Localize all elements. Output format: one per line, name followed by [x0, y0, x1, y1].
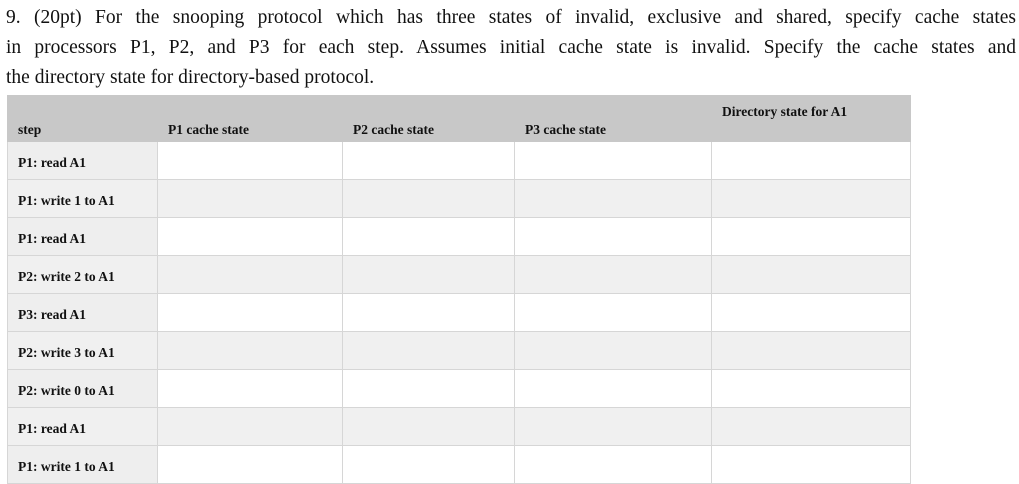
- step-cell: P3: read A1: [8, 294, 158, 332]
- header-step: step: [8, 96, 158, 142]
- header-p3-cache-state: P3 cache state: [515, 96, 712, 142]
- table-header-row: [8, 96, 911, 142]
- p1-cache-state-cell[interactable]: [158, 446, 343, 484]
- p3-cache-state-cell[interactable]: [515, 218, 712, 256]
- step-cell: P1: read A1: [8, 218, 158, 256]
- p2-cache-state-cell[interactable]: [343, 370, 515, 408]
- p3-cache-state-cell[interactable]: [515, 142, 712, 180]
- question-line-1: 9. (20pt) For the snooping protocol which has three states of invalid, exclusive and shared, specify cache states: [6, 7, 1016, 28]
- p2-cache-state-cell[interactable]: [343, 180, 515, 218]
- p3-cache-state-cell[interactable]: [515, 180, 712, 218]
- p3-cache-state-cell[interactable]: [515, 332, 712, 370]
- table-row: [8, 256, 911, 294]
- directory-state-cell[interactable]: [712, 256, 911, 294]
- table-row: [8, 370, 911, 408]
- p2-cache-state-cell[interactable]: [343, 256, 515, 294]
- directory-state-cell[interactable]: [712, 408, 911, 446]
- step-cell: P2: write 2 to A1: [8, 256, 158, 294]
- directory-state-cell[interactable]: [712, 180, 911, 218]
- directory-state-cell[interactable]: [712, 446, 911, 484]
- p1-cache-state-cell[interactable]: [158, 408, 343, 446]
- p3-cache-state-cell[interactable]: [515, 294, 712, 332]
- p2-cache-state-cell[interactable]: [343, 332, 515, 370]
- p1-cache-state-cell[interactable]: [158, 332, 343, 370]
- header-p2-cache-state: P2 cache state: [343, 96, 515, 142]
- p2-cache-state-cell[interactable]: [343, 218, 515, 256]
- header-p1-cache-state: P1 cache state: [158, 96, 343, 142]
- directory-state-cell[interactable]: [712, 218, 911, 256]
- header-directory-state: Directory state for A1: [712, 96, 911, 142]
- p1-cache-state-cell[interactable]: [158, 180, 343, 218]
- p1-cache-state-cell[interactable]: [158, 370, 343, 408]
- table-row: [8, 446, 911, 484]
- table-row: [8, 142, 911, 180]
- p1-cache-state-cell[interactable]: [158, 294, 343, 332]
- table-row: [8, 332, 911, 370]
- question-line-2: in processors P1, P2, and P3 for each step. Assumes initial cache state is invalid. Specify the cache states and: [6, 37, 1016, 58]
- p2-cache-state-cell[interactable]: [343, 408, 515, 446]
- table-row: [8, 218, 911, 256]
- step-cell: P1: write 1 to A1: [8, 446, 158, 484]
- directory-state-cell[interactable]: [712, 142, 911, 180]
- directory-state-cell[interactable]: [712, 332, 911, 370]
- step-cell: P1: read A1: [8, 408, 158, 446]
- question-text: [6, 3, 1016, 93]
- p3-cache-state-cell[interactable]: [515, 370, 712, 408]
- p2-cache-state-cell[interactable]: [343, 142, 515, 180]
- p2-cache-state-cell[interactable]: [343, 294, 515, 332]
- p2-cache-state-cell[interactable]: [343, 446, 515, 484]
- table-row: [8, 408, 911, 446]
- p1-cache-state-cell[interactable]: [158, 142, 343, 180]
- p1-cache-state-cell[interactable]: [158, 256, 343, 294]
- table-row: [8, 294, 911, 332]
- step-cell: P1: write 1 to A1: [8, 180, 158, 218]
- table-row: [8, 180, 911, 218]
- question-line-3: the directory state for directory-based protocol.: [6, 67, 375, 88]
- step-cell: P2: write 0 to A1: [8, 370, 158, 408]
- cache-state-table: [7, 95, 911, 484]
- step-cell: P1: read A1: [8, 142, 158, 180]
- directory-state-cell[interactable]: [712, 294, 911, 332]
- p1-cache-state-cell[interactable]: [158, 218, 343, 256]
- step-cell: P2: write 3 to A1: [8, 332, 158, 370]
- directory-state-cell[interactable]: [712, 370, 911, 408]
- p3-cache-state-cell[interactable]: [515, 446, 712, 484]
- p3-cache-state-cell[interactable]: [515, 256, 712, 294]
- p3-cache-state-cell[interactable]: [515, 408, 712, 446]
